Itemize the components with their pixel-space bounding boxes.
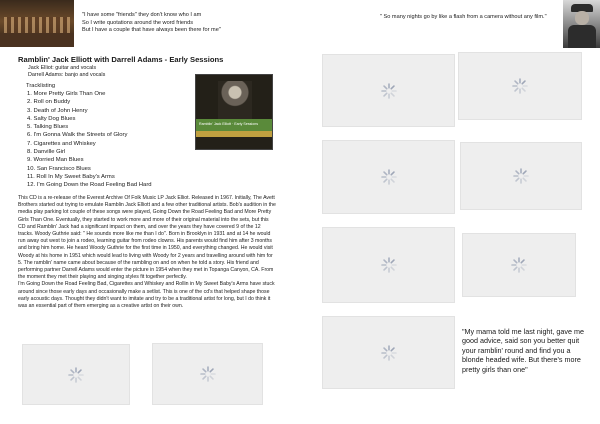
album-credits bbox=[28, 65, 105, 79]
loading-spinner-icon bbox=[513, 168, 529, 184]
track-item: 7. Cigarettes and Whiskey bbox=[27, 140, 96, 147]
banner-quote-left bbox=[74, 2, 372, 46]
lyric-quote: "My mama told me last night, gave me good advice, said son you better quit your ramblin' round and find you a blonde headed wife. But there's more pretty girls than one" bbox=[462, 327, 584, 374]
track-item: 2. Roll on Buddy bbox=[27, 99, 71, 106]
track-item: 12. I'm Going Down the Road Feeling Bad Hard bbox=[27, 182, 152, 189]
musician-portrait-photo bbox=[563, 0, 600, 48]
quote-line: But I have a couple that have always been there for me" bbox=[82, 27, 221, 34]
album-description bbox=[18, 195, 276, 310]
loading-spinner-icon bbox=[68, 367, 84, 383]
track-item: 10. San Francisco Blues bbox=[27, 165, 91, 172]
loading-spinner-icon bbox=[381, 345, 397, 361]
track-item: 8. Danville Girl bbox=[27, 149, 66, 156]
track-item: 11. Roll In My Sweet Baby's Arms bbox=[27, 173, 115, 180]
track-item: 3. Death of John Henry bbox=[27, 107, 88, 114]
tracklist bbox=[27, 90, 152, 190]
image-placeholder[interactable] bbox=[460, 142, 582, 210]
banner-quote-right bbox=[374, 2, 562, 46]
image-placeholder[interactable] bbox=[322, 140, 455, 214]
loading-spinner-icon bbox=[511, 257, 527, 273]
image-placeholder[interactable] bbox=[458, 52, 582, 120]
credit-line: Jack Elliot: guitar and vocals bbox=[28, 65, 97, 71]
track-item: 5. Talking Blues bbox=[27, 124, 69, 131]
track-item: 4. Salty Dog Blues bbox=[27, 115, 76, 122]
track-item: 6. I'm Gonna Walk the Streets of Glory bbox=[27, 132, 128, 139]
top-banner bbox=[0, 0, 600, 50]
image-placeholder[interactable] bbox=[322, 54, 455, 127]
image-placeholder[interactable] bbox=[152, 343, 263, 405]
quote-text: " So many nights go by like a flash from a camera without any film." bbox=[380, 14, 547, 20]
album-title: Ramblin' Jack Elliott with Darrell Adams - Early Sessions bbox=[18, 55, 224, 64]
description-paragraph: I'm Going Down the Road Feeling Bad, Cigarettes and Whiskey and Rollin in My Sweet Baby's Arms have stuck around since those early days and occasionally make a setlist. This is one of the cd's that helped shape those early acoustic days. Thought they didn't want to imitate and try to be a traditional artist for long, but I do think it was an essential part of them emerging as a creative artist on their own. bbox=[18, 281, 275, 310]
credit-line: Darrell Adams: banjo and vocals bbox=[28, 72, 106, 78]
image-placeholder[interactable] bbox=[462, 233, 576, 297]
image-placeholder[interactable] bbox=[22, 344, 130, 405]
loading-spinner-icon bbox=[512, 78, 528, 94]
concert-crowd-photo bbox=[0, 0, 74, 47]
loading-spinner-icon bbox=[381, 257, 397, 273]
album-cover-image bbox=[195, 74, 273, 150]
track-item: 1. More Pretty Girls Than One bbox=[27, 91, 106, 97]
quote-line: "I have some "friends" they don't know who I am bbox=[82, 12, 202, 18]
loading-spinner-icon bbox=[200, 366, 216, 382]
album-cover-text: Ramblin' Jack Elliott · Early Sessions bbox=[199, 122, 259, 126]
image-placeholder[interactable] bbox=[322, 227, 455, 303]
loading-spinner-icon bbox=[381, 169, 397, 185]
track-item: 9. Worried Man Blues bbox=[27, 157, 84, 164]
image-placeholder[interactable] bbox=[322, 316, 455, 389]
quote-line: So I write quotations around the word friends bbox=[82, 19, 194, 26]
tracklist-heading: Tracklisting bbox=[26, 83, 56, 89]
description-paragraph: This CD is a re-release of the Everest Archive Of Folk Music LP Jack Elliot. Released in 1967. Initially, The Avett Brothers started out trying to emulate Ramblin Jack Elliott and a few other traditional artists. Bob's audition in the media play parking lot couple of these songs were played, Going Down the Road Feeling Bad and More Pretty Girls Than One. Eventually, they started to work more and more of their original material into the sets, but this CD and Ramblin' Jack had a significant impact on them, and over the years they have covered 9 of the 12 tracks. Woody Guthrie said: " He sounds more like me than I do". Born in Brooklyn in 1931 and at 14 he would run away out west to join a rodeo, learning guitar from rodeo clowns. His parents would find him after 3 months and bring him home. He heard Woody Guthrie for the first time in 1950, and everything changed. He would visit Woody at his home in 1951 which would lead to living with Woody for 2 years and travelling around with him for 5. The ramblin' name came about because of the rambling on and on when he told a story. His friend and performing partner Darrell Adams would enter the picture in 1954 when they met in Topanga Canyon, CA. From the moment they met their playing and singing styles fit together perfectly. bbox=[18, 195, 276, 281]
loading-spinner-icon bbox=[381, 83, 397, 99]
